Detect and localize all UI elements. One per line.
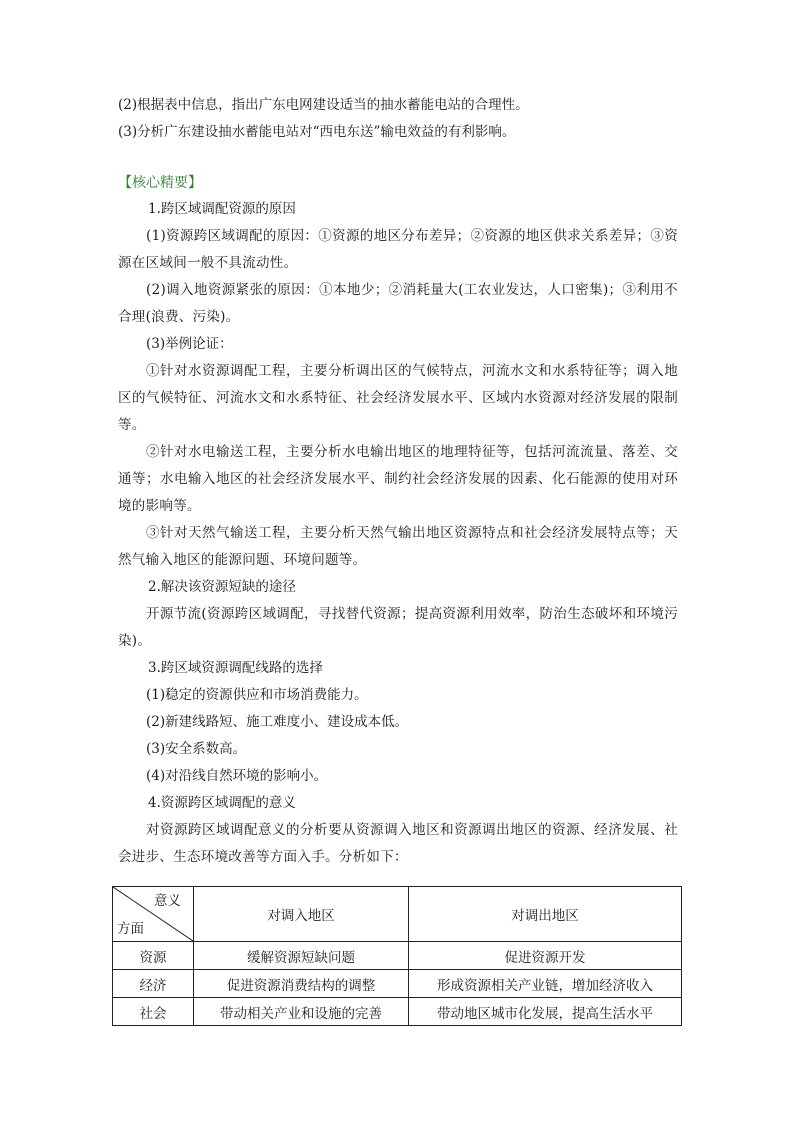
table-row [113, 970, 682, 998]
paragraph: 开源节流(资源跨区域调配，寻找替代资源；提高资源利用效率，防治生态破坏和环境污染)。 [118, 606, 678, 649]
list-item: (4)对沿线自然环境的影响小。 [146, 768, 328, 784]
table-corner-cell [113, 887, 194, 942]
table-cell: 促进资源消费结构的调整 [194, 970, 409, 998]
corner-label-bottom: 方面 [117, 921, 144, 937]
example-water: ①针对水资源调配工程，主要分析调出区的气候特点，河流水文和水系特征等；调入地区的气候特征、河流水文和水系特征、社会经济发展水平、区域内水资源对经济发展的限制等。 [118, 363, 678, 433]
list-item: (1)稳定的资源供应和市场消费能力。 [146, 687, 368, 703]
question-2: (2)根据表中信息，指出广东电网建设适当的抽水蓄能电站的合理性。 [118, 97, 529, 113]
document-body [118, 92, 678, 871]
table-row [113, 998, 682, 1026]
example-hydropower: ②针对水电输送工程，主要分析水电输出地区的地理特征等，包括河流流量、落差、交通等；水电输入地区的社会经济发展水平、制约社会经济发展的因素、化石能源的使用对环境的影响等。 [118, 444, 678, 514]
question-3: (3)分析广东建设抽水蓄能电站对“西电东送”输电效益的有利影响。 [118, 124, 516, 140]
paragraph: (1)资源跨区域调配的原因：①资源的地区分布差异；②资源的地区供求关系差异；③资源在区域间一般不具流动性。 [118, 228, 678, 271]
heading-2: 2.解决该资源短缺的途径 [148, 579, 296, 595]
column-header: 对调出地区 [409, 887, 682, 942]
heading-3: 3.跨区域资源调配线路的选择 [148, 660, 323, 676]
section-title: 【核心精要】 [118, 175, 202, 191]
table-cell: 社会 [113, 998, 194, 1026]
paragraph: 对资源跨区域调配意义的分析要从资源调入地区和资源调出地区的资源、经济发展、社会进步、生态环境改善等方面入手。分析如下： [118, 822, 678, 865]
table-cell: 资源 [113, 942, 194, 970]
paragraph: (3)举例论证： [146, 336, 233, 352]
list-item: (3)安全系数高。 [146, 741, 247, 757]
table-row [113, 942, 682, 970]
table-cell: 形成资源相关产业链，增加经济收入 [409, 970, 682, 998]
corner-label-top: 意义 [154, 893, 181, 909]
table-cell: 带动地区城市化发展，提高生活水平 [409, 998, 682, 1026]
example-gas: ③针对天然气输送工程，主要分析天然气输出地区资源特点和社会经济发展特点等；天然气输入地区的能源问题、环境问题等。 [118, 525, 678, 568]
table-header-row [113, 887, 682, 942]
significance-table [112, 886, 682, 1026]
table-cell: 促进资源开发 [409, 942, 682, 970]
paragraph: (2)调入地资源紧张的原因：①本地少；②消耗量大(工农业发达，人口密集)；③利用不合理(浪费、污染)。 [118, 282, 678, 325]
table-cell: 带动相关产业和设施的完善 [194, 998, 409, 1026]
table-cell: 缓解资源短缺问题 [194, 942, 409, 970]
table-cell: 经济 [113, 970, 194, 998]
list-item: (2)新建线路短、施工难度小、建设成本低。 [146, 714, 409, 730]
column-header: 对调入地区 [194, 887, 409, 942]
heading-1: 1.跨区域调配资源的原因 [148, 201, 296, 217]
heading-4: 4.资源跨区域调配的意义 [148, 795, 296, 811]
